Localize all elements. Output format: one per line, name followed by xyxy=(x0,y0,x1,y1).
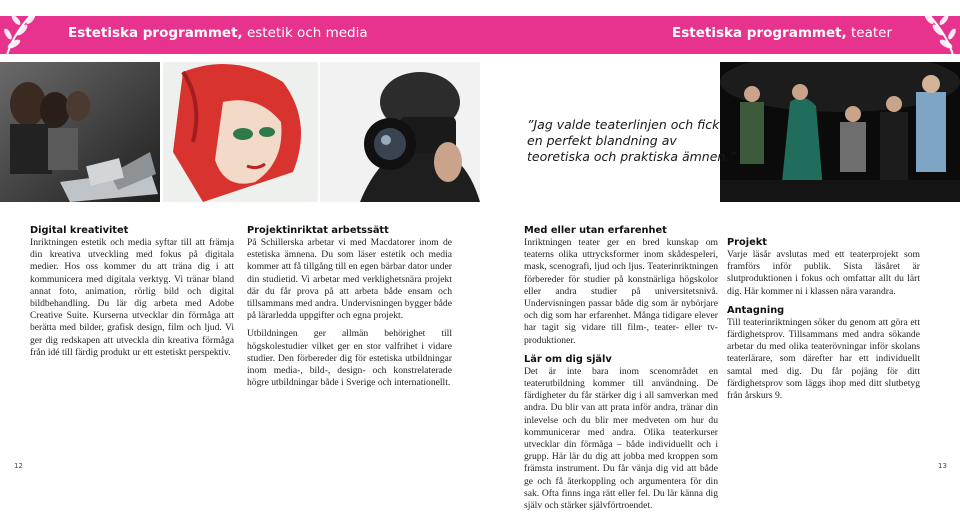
photo-manga-drawing xyxy=(163,62,318,202)
laurel-right-icon xyxy=(902,0,960,62)
header-title-left: Estetiska programmet, estetik och media xyxy=(68,25,368,41)
heading-lar-om-dig: Lär om dig själv xyxy=(524,353,612,365)
body-antagning: Till teaterinriktningen söker du genom att göra ett färdighetsprov. Tillsammans med andra sökande arbetar du med olika teaterövningar inför skolans teaterlärare, som därefter har ett individuellt samtal med dig. Du får pojäng för ditt färdighetsprov som läggs ihop med ditt slutbetyg från årskurs 9. xyxy=(727,316,920,402)
body-lar-om-dig: Det är inte bara inom scenområdet en teaterutbildning kommer till användning. De färdigheter du får stärker dig i all samverkan med andra. Du blir van att prata inför andra, tränar din inlevelse och du blir mer medveten om hur du kommunicerar med andra. Olika teaterkurser utvecklar din förmåga – både individuellt och i grupp. Här lär du dig att jobba med kroppen som främsta instrument. Du får vänja dig vid att både ge och få återkoppling och argumentera för din sak. Ofta finns inga rätt eller fel. Du lär känna dig själv och stärker självförtroendet. xyxy=(524,365,718,512)
column-projekt-antagning xyxy=(727,236,920,408)
body-projekt-arbetssatt-2: Utbildningen ger allmän behörighet till högskolestudier vilket ger en stor valfrihet i vidare studier. Den förbereder dig för estetiska utbildningar inom media-, bild-, design- och konstrelaterade högre utbildningar både i Sverige och internationellt. xyxy=(247,328,452,389)
pull-quote: ”Jag valde teaterlinjen och fick en perfekt blandning av teoretiska och praktiska ämnen.” xyxy=(527,117,736,164)
header-title-right: Estetiska programmet, teater xyxy=(672,25,892,41)
photo-students-laptops xyxy=(0,62,160,202)
header-band-left xyxy=(0,16,480,54)
body-projekt-arbetssatt-1: På Schillerska arbetar vi med Macdatorer inom de estetiska ämnena. Du som läser estetik och media kommer att få tillgång till en egen bärbar dator under din studietid. Vi arbetar med verklighetsnära projekt där du får prova på att arbeta både ensam och tillsammans med andra. Undervisningen bygger både på lärarledda uppgifter och egna projekt. xyxy=(247,237,452,322)
photo-theatre-stage xyxy=(720,62,960,202)
body-projekt: Varje läsår avslutas med ett teaterprojekt som framförs inför publik. Sista läsåret är slutproduktionen i fokus och omfattar allt du lärt dig. Här kommer ni i klassen nära varandra. xyxy=(727,249,920,297)
photo-camera-photographer xyxy=(320,62,480,202)
page-number-right: 13 xyxy=(938,462,947,470)
heading-projekt-arbetssatt: Projektinriktat arbetssätt xyxy=(247,225,389,236)
page-number-left: 12 xyxy=(14,462,23,470)
column-erfarenhet xyxy=(524,224,718,518)
body-digital: Inriktningen estetik och media syftar till att främja din kreativa utveckling med fokus på digitala medier. Hos oss kommer du att träna dig i att kommunicera med digitala verktyg. Vi tränar bland annat foto, animation, rörlig bild och digital bildbehandling. Du lär dig arbeta med Adobe Creative Suite. Kurserna utvecklar din förmåga att berätta med bilder, grafisk design, film och ljud. Vi ger dig redskapen att utveckla din kreativa förmåga från idé till färdig produkt ur ett estetiskt perspektiv. xyxy=(30,237,234,358)
heading-antagning: Antagning xyxy=(727,304,785,316)
heading-digital: Digital kreativitet xyxy=(30,225,129,236)
body-erfarenhet: Inriktningen teater ger en bred kunskap om teaterns olika uttrycksformer inom skådespeleri, mask, scenografi, ljud och ljus. Teaterinriktningen förbereder för studier på konstnärliga högskolor eller andra studier på universitetsnivå. Undervisningen passar både dig som är nybörjare och dig som har erfarenhet. Många tidigare elever har tagit sig vidare till film-, teater- eller tv-produktioner. xyxy=(524,237,718,346)
header-band-right xyxy=(480,16,960,54)
column-projekt-arbetssatt xyxy=(247,224,452,395)
laurel-left-icon xyxy=(0,0,58,62)
heading-erfarenhet: Med eller utan erfarenhet xyxy=(524,225,667,236)
heading-projekt: Projekt xyxy=(727,237,767,248)
column-digital xyxy=(30,224,234,365)
